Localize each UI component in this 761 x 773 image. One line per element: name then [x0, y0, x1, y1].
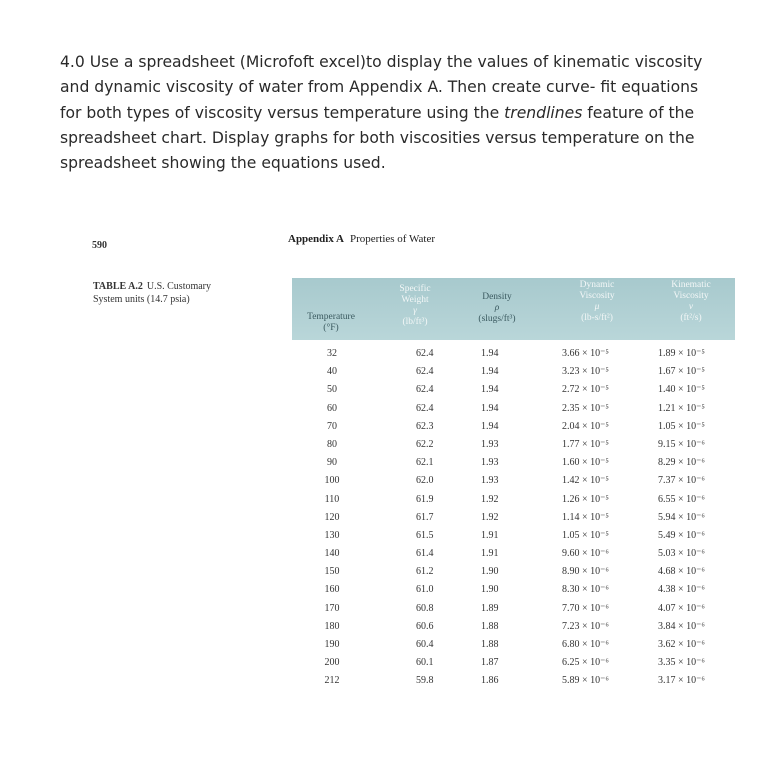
cell-specific-weight: 62.0	[416, 475, 434, 487]
table-row	[292, 363, 735, 381]
cell-kinematic-viscosity: 3.17 × 10⁻⁶	[658, 675, 705, 687]
header-specific-weight	[382, 284, 448, 346]
cell-temperature: 50	[327, 384, 337, 396]
question-part2: feature of the spreadsheet chart. Display graphs for both viscosities versus temperature on the spreadsheet showing the equations used.	[60, 103, 695, 173]
question-emphasis: trendlines	[504, 103, 583, 122]
cell-density: 1.93	[481, 438, 499, 450]
header-sw-line: Specific	[399, 284, 431, 294]
cell-density: 1.94	[481, 402, 499, 414]
cell-density: 1.93	[481, 475, 499, 487]
cell-temperature: 200	[324, 657, 340, 669]
header-dyn-line: Viscosity	[579, 291, 615, 301]
cell-density: 1.86	[481, 675, 499, 687]
cell-kinematic-viscosity: 1.05 × 10⁻⁵	[658, 420, 705, 432]
cell-density: 1.91	[481, 548, 499, 560]
cell-kinematic-viscosity: 7.37 × 10⁻⁶	[658, 475, 705, 487]
header-kin-line: Viscosity	[673, 291, 709, 301]
cell-temperature: 70	[327, 420, 337, 432]
cell-dynamic-viscosity: 6.80 × 10⁻⁶	[562, 639, 609, 650]
page-number: 590	[92, 240, 107, 251]
cell-temperature: 100	[324, 475, 340, 487]
table-row	[292, 636, 735, 654]
cell-density: 1.88	[481, 620, 499, 632]
cell-dynamic-viscosity: 8.30 × 10⁻⁶	[562, 584, 609, 596]
question-text	[60, 50, 720, 176]
cell-density: 1.91	[481, 529, 499, 541]
cell-density: 1.94	[481, 348, 499, 359]
table-body	[292, 345, 735, 691]
table-row	[292, 600, 735, 618]
cell-temperature: 80	[327, 438, 337, 450]
cell-kinematic-viscosity: 9.15 × 10⁻⁶	[658, 438, 705, 450]
cell-specific-weight: 60.8	[416, 602, 434, 614]
table-row	[292, 472, 735, 490]
cell-kinematic-viscosity: 3.84 × 10⁻⁶	[658, 620, 705, 632]
cell-temperature: 40	[327, 366, 337, 378]
cell-kinematic-viscosity: 3.35 × 10⁻⁶	[658, 657, 705, 669]
cell-specific-weight: 61.4	[416, 548, 434, 560]
cell-dynamic-viscosity: 1.14 × 10⁻⁵	[562, 511, 609, 523]
cell-temperature: 130	[324, 529, 340, 541]
cell-dynamic-viscosity: 1.42 × 10⁻⁵	[562, 475, 609, 487]
header-kinematic-viscosity	[647, 280, 735, 342]
cell-density: 1.94	[481, 384, 499, 396]
table-row	[292, 400, 735, 418]
cell-dynamic-viscosity: 7.70 × 10⁻⁶	[562, 602, 609, 614]
header-den-line: Density	[482, 292, 512, 302]
cell-kinematic-viscosity: 5.49 × 10⁻⁶	[658, 529, 705, 541]
cell-dynamic-viscosity: 3.66 × 10⁻⁵	[562, 348, 609, 359]
cell-kinematic-viscosity: 8.29 × 10⁻⁶	[658, 457, 705, 469]
header-kin-unit: (ft²/s)	[680, 313, 702, 323]
cell-density: 1.87	[481, 657, 499, 669]
table-row	[292, 654, 735, 672]
cell-specific-weight: 61.7	[416, 511, 434, 523]
cell-temperature: 150	[324, 566, 340, 578]
header-sw-symbol: γ	[413, 306, 417, 316]
cell-kinematic-viscosity: 6.55 × 10⁻⁶	[658, 493, 705, 505]
cell-temperature: 32	[327, 348, 337, 359]
cell-specific-weight: 60.1	[416, 657, 434, 669]
table-row	[292, 672, 735, 690]
table-caption-line2: System units (14.7 psia)	[93, 294, 190, 305]
cell-specific-weight: 61.9	[416, 493, 434, 505]
cell-dynamic-viscosity: 5.89 × 10⁻⁶	[562, 675, 609, 687]
table-row	[292, 491, 735, 509]
cell-kinematic-viscosity: 1.89 × 10⁻⁵	[658, 348, 705, 359]
cell-dynamic-viscosity: 6.25 × 10⁻⁶	[562, 657, 609, 669]
header-temperature	[292, 312, 370, 338]
cell-density: 1.93	[481, 457, 499, 469]
cell-dynamic-viscosity: 7.23 × 10⁻⁶	[562, 620, 609, 632]
cell-density: 1.94	[481, 366, 499, 378]
cell-dynamic-viscosity: 1.60 × 10⁻⁵	[562, 457, 609, 469]
cell-specific-weight: 61.5	[416, 529, 434, 541]
cell-kinematic-viscosity: 1.21 × 10⁻⁵	[658, 402, 705, 414]
cell-specific-weight: 62.2	[416, 438, 434, 450]
cell-specific-weight: 62.4	[416, 384, 434, 396]
table-row	[292, 345, 735, 363]
cell-specific-weight: 62.4	[416, 402, 434, 414]
table-row	[292, 527, 735, 545]
header-den-unit: (slugs/ft³)	[478, 314, 516, 324]
cell-density: 1.92	[481, 493, 499, 505]
header-sw-unit: (lb/ft³)	[402, 317, 428, 327]
table-row	[292, 509, 735, 527]
cell-dynamic-viscosity: 1.26 × 10⁻⁵	[562, 493, 609, 505]
cell-kinematic-viscosity: 1.40 × 10⁻⁵	[658, 384, 705, 396]
cell-specific-weight: 62.3	[416, 420, 434, 432]
cell-density: 1.90	[481, 566, 499, 578]
appendix-title: Properties of Water	[349, 233, 436, 245]
table-row	[292, 581, 735, 599]
cell-density: 1.88	[481, 639, 499, 650]
table-row	[292, 436, 735, 454]
cell-dynamic-viscosity: 3.23 × 10⁻⁵	[562, 366, 609, 378]
cell-kinematic-viscosity: 5.03 × 10⁻⁶	[658, 548, 705, 560]
cell-kinematic-viscosity: 1.67 × 10⁻⁵	[658, 366, 705, 378]
cell-specific-weight: 62.4	[416, 348, 434, 359]
header-dyn-symbol: μ	[594, 302, 600, 312]
cell-specific-weight: 62.4	[416, 366, 434, 378]
cell-specific-weight: 62.1	[416, 457, 434, 469]
cell-density: 1.94	[481, 420, 499, 432]
appendix-label: Appendix A	[288, 233, 344, 245]
cell-kinematic-viscosity: 5.94 × 10⁻⁶	[658, 511, 705, 523]
cell-density: 1.89	[481, 602, 499, 614]
cell-temperature: 190	[324, 639, 340, 650]
cell-temperature: 160	[324, 584, 340, 596]
cell-kinematic-viscosity: 4.38 × 10⁻⁶	[658, 584, 705, 596]
appendix-heading	[288, 233, 435, 245]
table-header	[292, 278, 735, 340]
cell-dynamic-viscosity: 8.90 × 10⁻⁶	[562, 566, 609, 578]
header-temp-line: (°F)	[323, 323, 339, 333]
table-caption	[93, 280, 211, 306]
cell-temperature: 60	[327, 402, 337, 414]
cell-dynamic-viscosity: 2.04 × 10⁻⁵	[562, 420, 609, 432]
cell-density: 1.92	[481, 511, 499, 523]
cell-dynamic-viscosity: 2.72 × 10⁻⁵	[562, 384, 609, 396]
table-row	[292, 454, 735, 472]
table-row	[292, 618, 735, 636]
cell-temperature: 140	[324, 548, 340, 560]
table-row	[292, 545, 735, 563]
cell-specific-weight: 60.4	[416, 639, 434, 650]
table-row	[292, 563, 735, 581]
cell-temperature: 180	[324, 620, 340, 632]
cell-kinematic-viscosity: 4.68 × 10⁻⁶	[658, 566, 705, 578]
header-dynamic-viscosity	[547, 280, 647, 342]
header-den-symbol: ρ	[494, 303, 500, 313]
table-row	[292, 418, 735, 436]
header-sw-line: Weight	[401, 295, 429, 305]
header-dyn-unit: (lb-s/ft²)	[581, 313, 613, 323]
cell-specific-weight: 60.6	[416, 620, 434, 632]
header-dyn-line: Dynamic	[579, 280, 615, 290]
cell-temperature: 90	[327, 457, 337, 469]
cell-specific-weight: 59.8	[416, 675, 434, 687]
cell-temperature: 212	[324, 675, 340, 687]
cell-kinematic-viscosity: 3.62 × 10⁻⁶	[658, 639, 705, 650]
cell-dynamic-viscosity: 9.60 × 10⁻⁶	[562, 548, 609, 560]
question-part1: 4.0 Use a spreadsheet (Microfoft excel)to display the values of kinematic viscosity and dynamic viscosity of water from Appendix A. Then create curve- fit equations for both types of viscosity versus temperature using the	[60, 53, 703, 122]
table-caption-line1: U.S. Customary	[146, 281, 212, 292]
header-kin-symbol: ν	[688, 302, 694, 312]
table-row	[292, 381, 735, 399]
cell-specific-weight: 61.0	[416, 584, 434, 596]
header-kin-line: Kinematic	[671, 280, 711, 290]
cell-dynamic-viscosity: 2.35 × 10⁻⁵	[562, 402, 609, 414]
cell-temperature: 110	[324, 493, 340, 505]
cell-kinematic-viscosity: 4.07 × 10⁻⁶	[658, 602, 705, 614]
table-label: TABLE A.2	[93, 281, 143, 292]
header-temp-line: Temperature	[307, 312, 355, 322]
cell-density: 1.90	[481, 584, 499, 596]
scanned-table-image	[0, 220, 761, 773]
cell-dynamic-viscosity: 1.77 × 10⁻⁵	[562, 438, 609, 450]
cell-dynamic-viscosity: 1.05 × 10⁻⁵	[562, 529, 609, 541]
cell-temperature: 120	[324, 511, 340, 523]
cell-specific-weight: 61.2	[416, 566, 434, 578]
cell-temperature: 170	[324, 602, 340, 614]
